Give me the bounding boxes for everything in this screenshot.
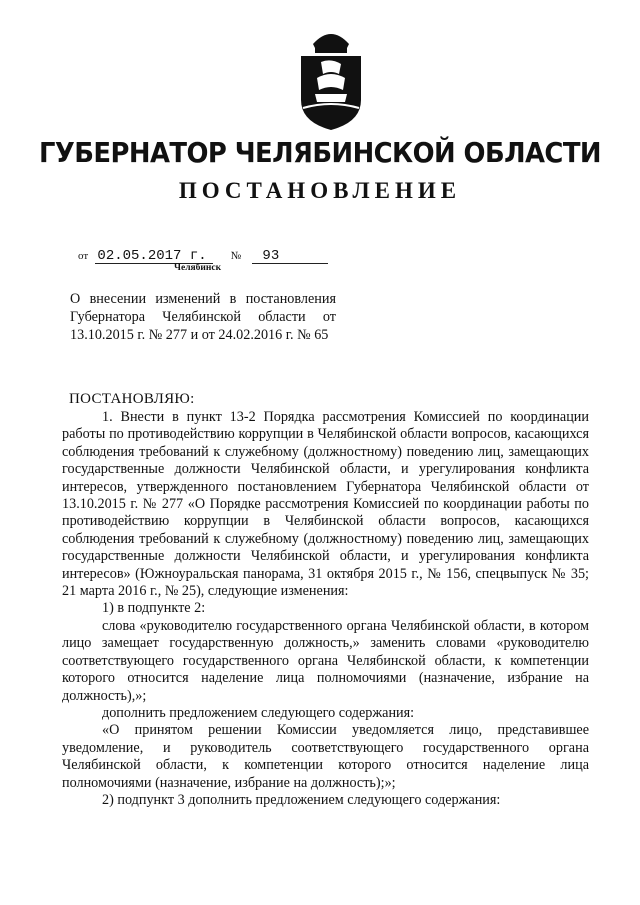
document-subject: О внесении изменений в постановления Губернатора Челябинской области от 13.10.2015 г. № 277 и от 24.02.2016 г. № 65 bbox=[70, 291, 336, 344]
document-type: ПОСТАНОВЛЕНИЕ bbox=[178, 178, 462, 203]
date-prefix: от bbox=[78, 250, 89, 262]
document-number: 93 bbox=[252, 249, 328, 264]
document-body bbox=[62, 409, 589, 809]
body-paragraph: 1) в подпункте 2: bbox=[102, 600, 206, 617]
decree-word: ПОСТАНОВЛЯЮ: bbox=[69, 391, 195, 407]
body-paragraph: дополнить предложением следующего содержания: bbox=[102, 704, 415, 721]
governor-title: ГУБЕРНАТОР ЧЕЛЯБИНСКОЙ ОБЛАСТИ bbox=[38, 137, 601, 169]
body-paragraph: слова «руководителю государственного органа Челябинской области, в котором лицо замещает государственную должность,» заменить словами «руководителю соответствующего государственного органа Челябинской области, к компетенции которого относится наделение лица полномочиями (назначение, избрание на должность),»; bbox=[62, 617, 589, 704]
body-paragraph: «О принятом решении Комиссии уведомляется лицо, представившее уведомление, и руководитель соответствующего государственного органа Челябинской области, к компетенции которого относится наделение лица полномочиями (назначение, избрание на должность);»; bbox=[62, 722, 589, 791]
document-meta bbox=[78, 247, 328, 264]
body-paragraph: 2) подпункт 3 дополнить предложением следующего содержания: bbox=[102, 791, 501, 808]
chelyabinsk-coat-of-arms-icon bbox=[291, 22, 371, 132]
document-date: 02.05.2017 г. bbox=[95, 249, 213, 264]
number-label: № bbox=[230, 250, 242, 262]
body-paragraph: 1. Внести в пункт 13-2 Порядка рассмотрения Комиссией по координации работы по противодействию коррупции в Челябинской области вопросов, касающихся соблюдения требований к служебному (должностному) поведению лиц, замещающих государственные должности Челябинской области, и урегулирования конфликта интересов, утвержденного постановлением Губернатора Челябинской области от 13.10.2015 г. № 277 «О Порядке рассмотрения Комиссией по координации работы по противодействию коррупции в Челябинской области вопросов, касающихся соблюдения требований к служебному (должностному) поведению лиц, замещающих государственные должности Челябинской области, и урегулирования конфликта интересов» (Южноуральская панорама, 31 октября 2015 г., № 156, спецвыпуск № 35; 21 марта 2016 г., № 25), следующие изменения: bbox=[62, 409, 589, 600]
city-label: Челябинск bbox=[174, 263, 222, 273]
